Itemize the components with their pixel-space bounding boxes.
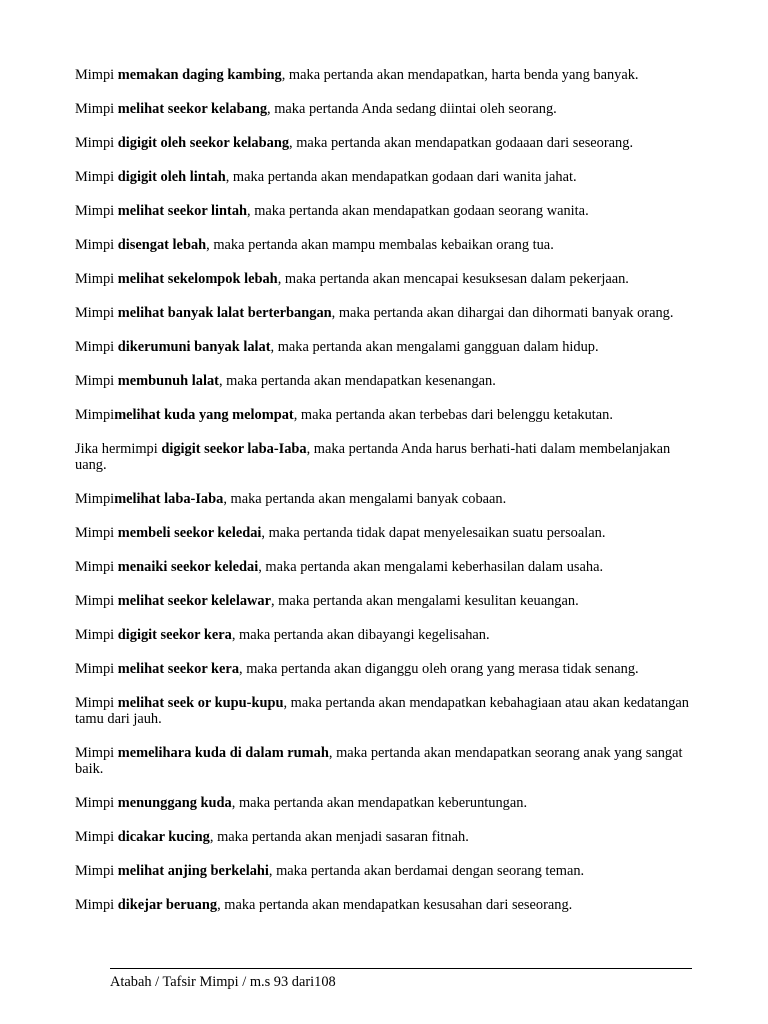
entry-paragraph: Mimpi melihat sekelompok lebah, maka pertanda akan mencapai kesuksesan dalam pekerjaan.: [75, 271, 629, 287]
entry-paragraph: Mimpi melihat anjing berkelahi, maka pertanda akan berdamai dengan seorang teman.: [75, 863, 585, 879]
entry-paragraph: Mimpi dikerumuni banyak lalat, maka pertanda akan mengalami gangguan dalam hidup.: [75, 339, 599, 355]
entry-paragraph: Mimpi memelihara kuda di dalam rumah, maka pertanda akan mendapatkan seorang anak yang sangat baik.: [75, 745, 683, 777]
entry-paragraph: Mimpi melihat banyak lalat berterbangan, maka pertanda akan dihargai dan dihormati banyak orang.: [75, 305, 674, 321]
entry-paragraph: Mimpimelihat laba-Iaba, maka pertanda akan mengalami banyak cobaan.: [75, 491, 507, 507]
entry-paragraph: Mimpi disengat lebah, maka pertanda akan mampu membalas kebaikan orang tua.: [75, 237, 554, 253]
entry-paragraph: Mimpi memakan daging kambing, maka pertanda akan mendapatkan, harta benda yang banyak.: [75, 67, 639, 83]
entry-paragraph: Mimpi membeli seekor keledai, maka pertanda tidak dapat menyelesaikan suatu persoalan.: [75, 525, 606, 541]
entry-paragraph: Mimpi menunggang kuda, maka pertanda akan mendapatkan keberuntungan.: [75, 795, 528, 811]
entry-paragraph: Jika hermimpi digigit seekor laba-Iaba, maka pertanda Anda harus berhati-hati dalam membelanjakan uang.: [75, 441, 671, 473]
entry-paragraph: Mimpimelihat kuda yang melompat, maka pertanda akan terbebas dari belenggu ketakutan.: [75, 407, 613, 423]
entry-paragraph: Mimpi melihat seek or kupu-kupu, maka pertanda akan mendapatkan kebahagiaan atau akan kedatangan tamu dari jauh.: [75, 695, 689, 727]
entry-paragraph: Mimpi melihat seekor kelabang, maka pertanda Anda sedang diintai oleh seorang.: [75, 101, 557, 117]
entry-paragraph: Mimpi digigit seekor kera, maka pertanda akan dibayangi kegelisahan.: [75, 627, 490, 643]
entry-paragraph: Mimpi melihat seekor kera, maka pertanda akan diganggu oleh orang yang merasa tidak senang.: [75, 661, 639, 677]
entry-paragraph: Mimpi digigit oleh seekor kelabang, maka pertanda akan mendapatkan godaaan dari seseorang.: [75, 135, 634, 151]
entry-paragraph: Mimpi melihat seekor kelelawar, maka pertanda akan mengalami kesulitan keuangan.: [75, 593, 579, 609]
entry-paragraph: Mimpi menaiki seekor keledai, maka pertanda akan mengalami keberhasilan dalam usaha.: [75, 559, 604, 575]
entry-paragraph: Mimpi melihat seekor lintah, maka pertanda akan mendapatkan godaan seorang wanita.: [75, 203, 589, 219]
document-body: [75, 67, 695, 931]
entry-paragraph: Mimpi digigit oleh lintah, maka pertanda akan mendapatkan godaan dari wanita jahat.: [75, 169, 577, 185]
page-footer: Atabah / Tafsir Mimpi / m.s 93 dari108: [110, 974, 336, 990]
entry-paragraph: Mimpi dikejar beruang, maka pertanda akan mendapatkan kesusahan dari seseorang.: [75, 897, 573, 913]
entry-paragraph: Mimpi membunuh lalat, maka pertanda akan mendapatkan kesenangan.: [75, 373, 496, 389]
entry-paragraph: Mimpi dicakar kucing, maka pertanda akan menjadi sasaran fitnah.: [75, 829, 469, 845]
footer-divider: [110, 968, 692, 969]
